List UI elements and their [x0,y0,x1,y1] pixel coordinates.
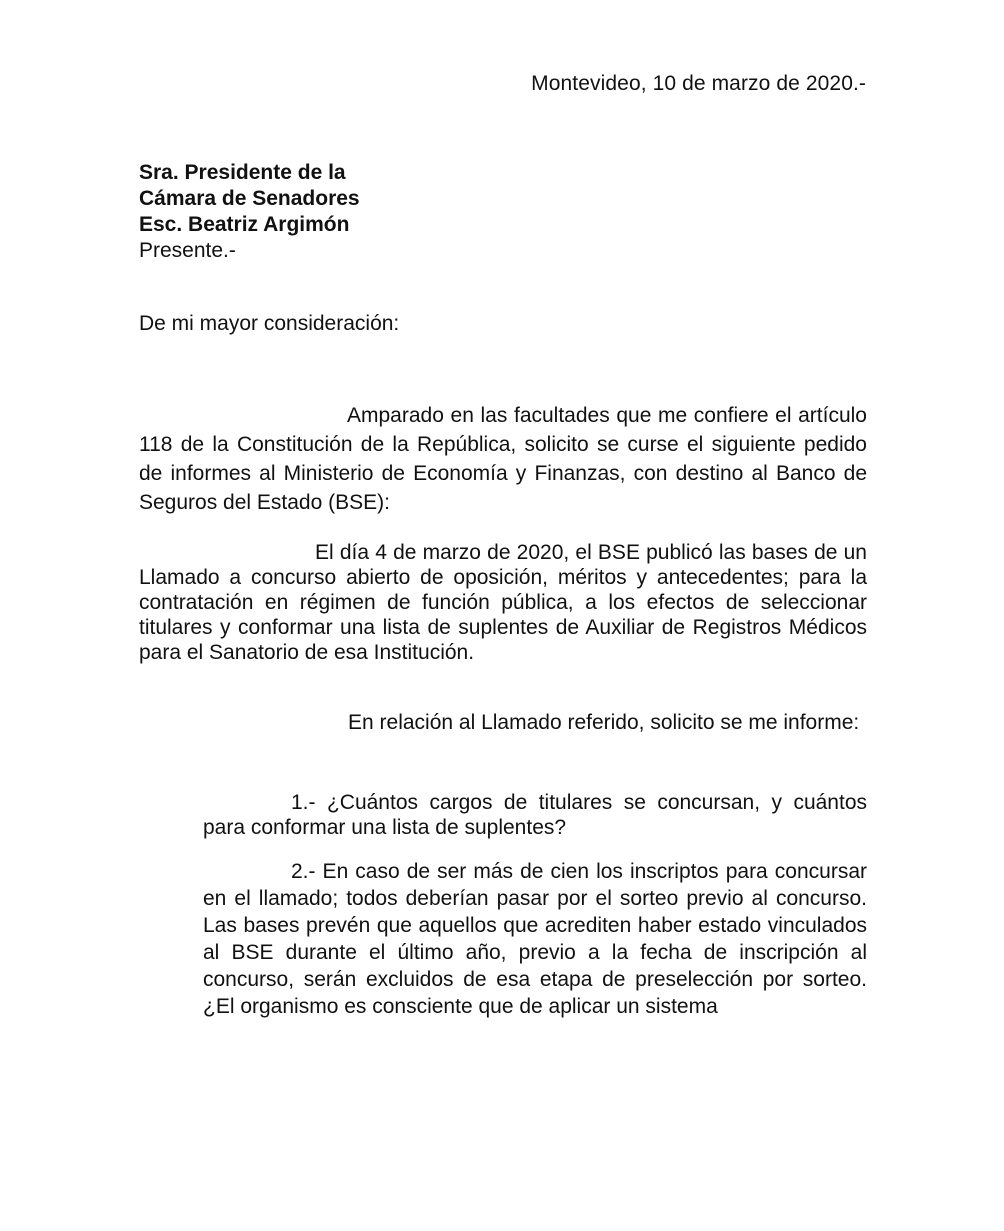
addressee-block [139,160,360,264]
addressee-name: Esc. Beatriz Argimón [139,213,350,236]
addressee-title: Sra. Presidente de la [139,161,346,184]
paragraph-background: El día 4 de marzo de 2020, el BSE publicó las bases de un Llamado a concurso abierto de oposición, méritos y antecedentes; para la contratación en régimen de función pública, a los efectos de seleccionar titulares y conformar una lista de suplentes de Auxiliar de Registros Médicos para el Sanatorio de esa Institución. [139,541,867,664]
addressee-chamber: Cámara de Senadores [139,187,360,210]
question-1: 1.- ¿Cuántos cargos de titulares se concursan, y cuántos para conformar una lista de suplentes? [203,791,867,839]
question-2: 2.- En caso de ser más de cien los inscriptos para concursar en el llamado; todos deberían pasar por el sorteo previo al concurso. Las bases prevén que aquellos que acrediten haber estado vinculados al BSE durante el último año, previo a la fecha de inscripción al concurso, serán excluidos de esa etapa de preselección por sorteo. ¿El organismo es consciente que de aplicar un sistema [203,860,867,1018]
paragraph-request: Amparado en las facultades que me confiere el artículo 118 de la Constitución de la República, solicito se curse el siguiente pedido de informes al Ministerio de Economía y Finanzas, con destino al Banco de Seguros del Estado (BSE): [139,404,867,514]
salutation: De mi mayor consideración: [139,312,400,335]
letter-date: Montevideo, 10 de marzo de 2020.- [531,72,866,95]
addressee-presente: Presente.- [139,239,236,262]
paragraph-intro-questions: En relación al Llamado referido, solicito se me informe: [348,711,860,734]
